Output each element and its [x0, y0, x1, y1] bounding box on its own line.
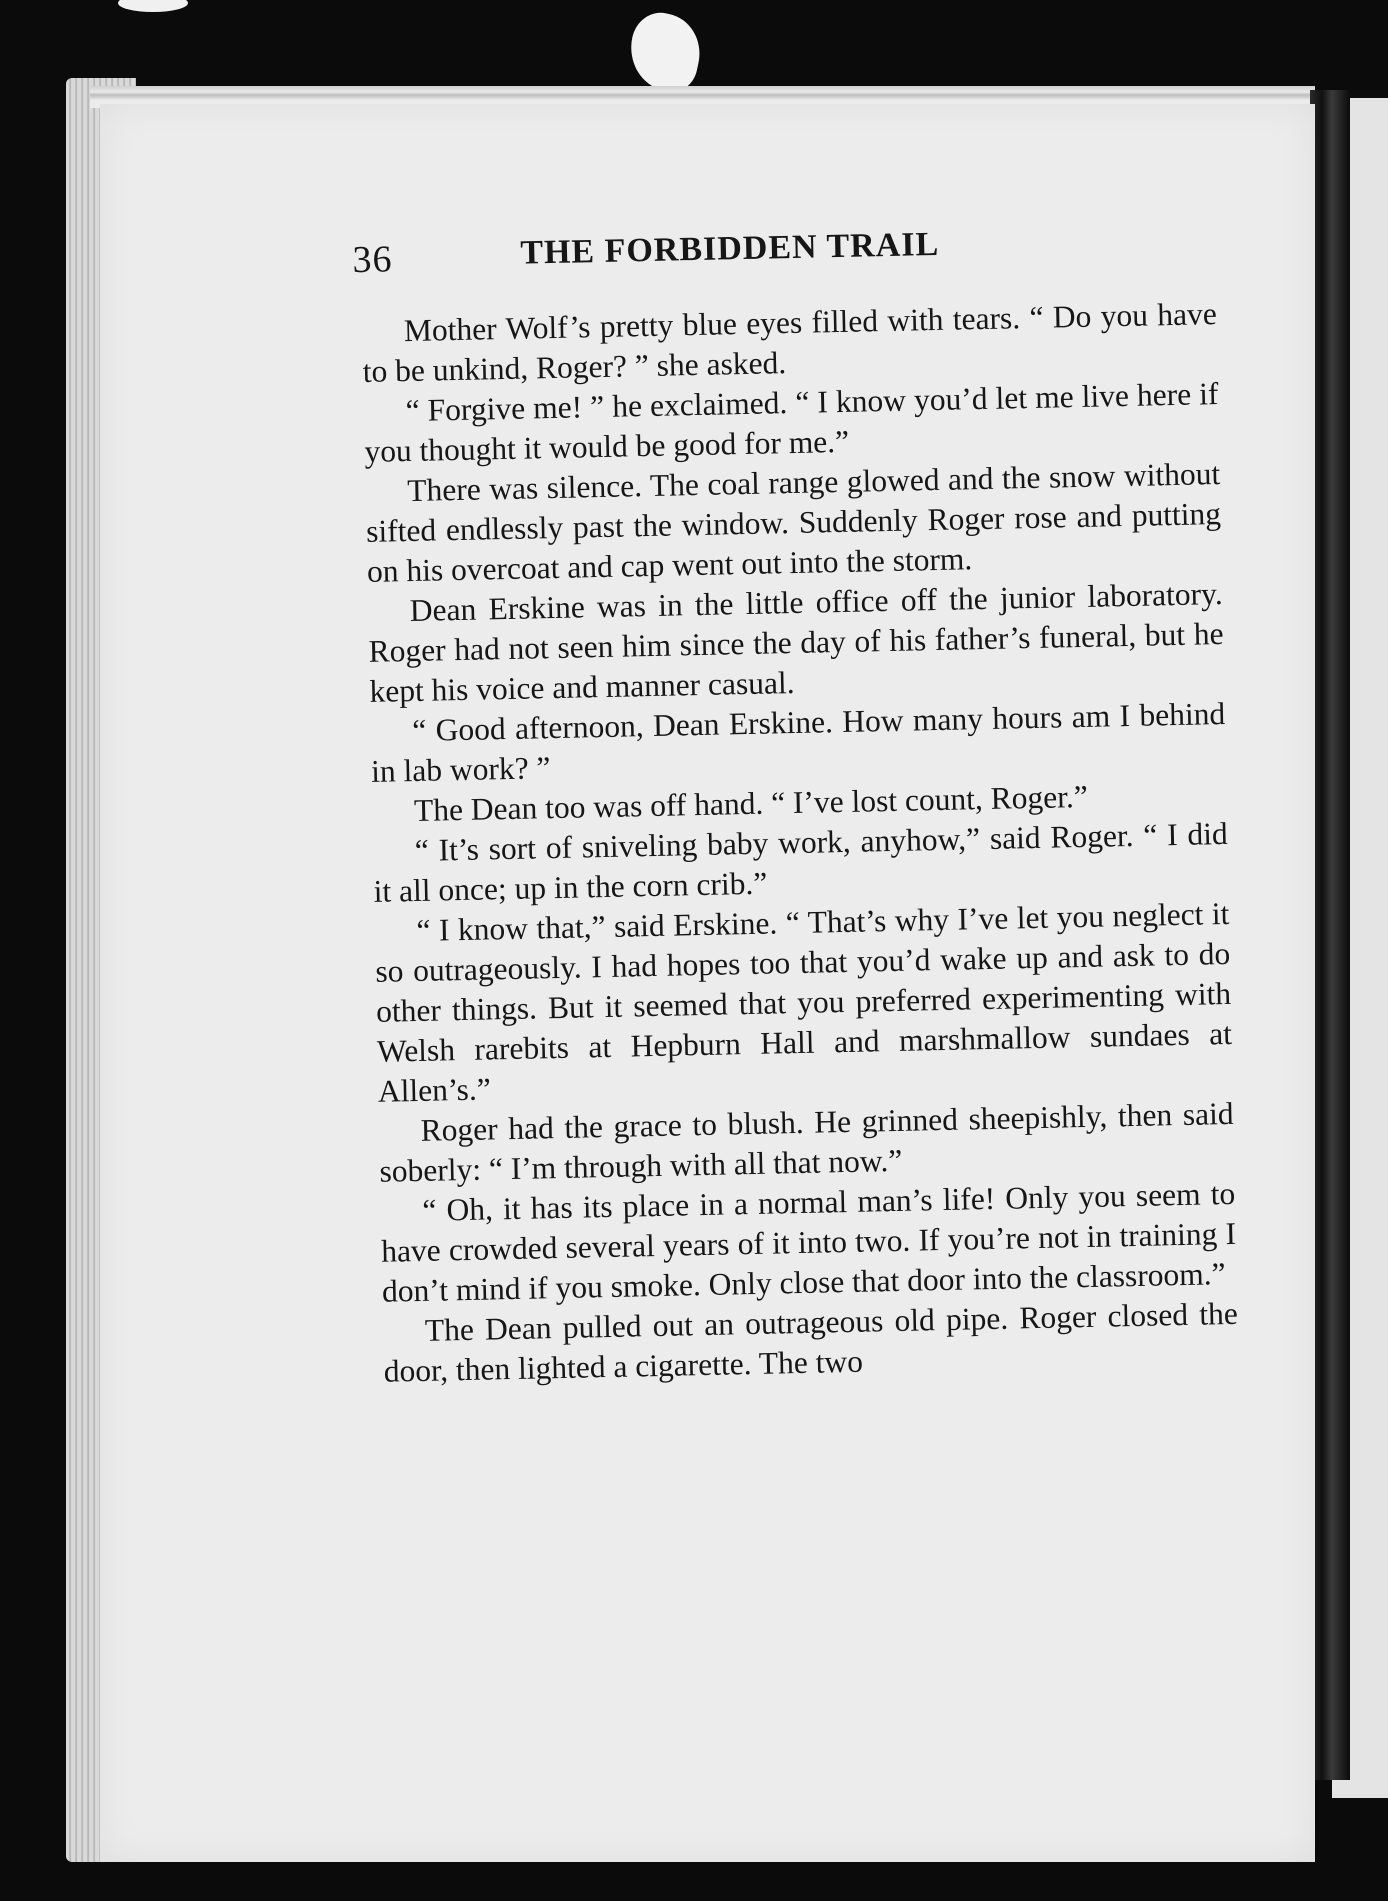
paragraph: “ Good afternoon, Dean Erskine. How many hours am I behind in lab work? ”: [370, 695, 1226, 789]
page-number: 36: [352, 238, 393, 282]
paragraph: The Dean too was off hand. “ I’ve lost count, Roger.”: [413, 778, 1089, 828]
paragraph: “ Forgive me! ” he exclaimed. “ I know you’d let me live here if you thought it would be good for me.”: [364, 376, 1219, 469]
paragraph: “ It’s sort of sniveling baby work, anyhow,” said Roger. “ I did it all once; up in the corn crib.”: [373, 815, 1229, 909]
paragraph: “ I know that,” said Erskine. “ That’s why I’ve let you neglect it so outrageously. I had hopes too that you’d wake up and ask to do other things. But it seemed that you preferred experimenting with Welsh rarebits at Hepburn Hall and marshmallow sundaes at Allen’s.”: [374, 895, 1233, 1109]
book-gutter: [1310, 90, 1350, 1780]
paragraph: The Dean pulled out an outrageous old pipe. Roger closed the door, then lighted a cigarette. The two: [383, 1295, 1239, 1389]
paragraph: There was silence. The coal range glowed and the snow without sifted endlessly past the window. Suddenly Roger rose and putting on his overcoat and cap went out into the storm.: [365, 456, 1222, 589]
paragraph: “ Oh, it has its place in a normal man’s life! Only you seem to have crowded several years of it into two. If you’re not in training I don’t mind if you smoke. Only close that door into the classroom.”: [380, 1175, 1237, 1309]
corner-smudge: [118, 0, 188, 12]
paragraph: Dean Erskine was in the little office off the junior laboratory. Roger had not seen him since the day of his father’s funeral, but he kept his voice and manner casual.: [368, 576, 1224, 709]
paragraph: Roger had the grace to blush. He grinned sheepishly, then said soberly: “ I’m through with all that now.”: [379, 1095, 1234, 1189]
book-title: THE FORBIDDEN TRAIL: [519, 225, 940, 272]
paper-tear: [623, 8, 707, 97]
page-text-block: [352, 220, 1239, 1392]
paragraph: Mother Wolf’s pretty blue eyes filled with tears. “ Do you have to be unkind, Roger? ” she asked.: [362, 296, 1218, 389]
